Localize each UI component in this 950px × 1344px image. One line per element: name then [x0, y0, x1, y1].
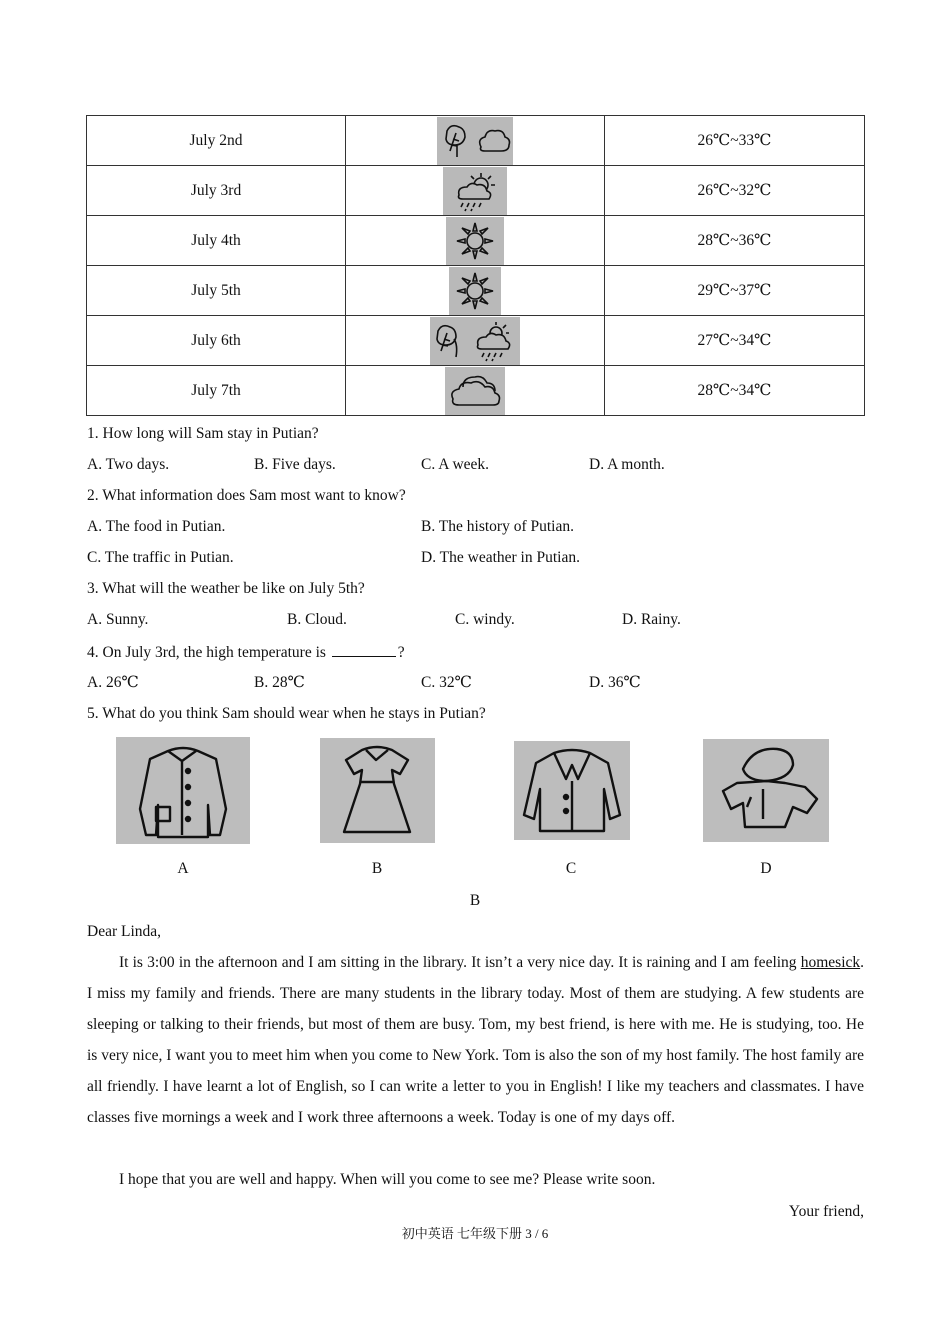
jacket-picture	[116, 737, 250, 844]
weather-forecast-table	[86, 115, 865, 416]
question-3: 3. What will the weather be like on July 5th?	[87, 580, 365, 597]
q1-option-b: B. Five days.	[254, 456, 336, 473]
underlined-word: homesick	[800, 954, 861, 971]
temperature-cell: 28℃~36℃	[605, 216, 865, 266]
sunny-icon	[446, 217, 504, 265]
weather-cell	[346, 316, 605, 366]
picture-label-c: C	[565, 860, 577, 877]
cloudy-icon	[445, 367, 505, 415]
weather-cell	[346, 366, 605, 416]
table-row	[87, 316, 865, 366]
table-row	[87, 366, 865, 416]
q2-option-a: A. The food in Putian.	[87, 518, 226, 535]
weather-cell	[346, 166, 605, 216]
q1-option-d: D. A month.	[589, 456, 665, 473]
date-cell: July 5th	[87, 266, 346, 316]
windy-cloudy-icon	[437, 117, 513, 165]
question-5: 5. What do you think Sam should wear when he stays in Putian?	[87, 705, 486, 722]
q4-option-a: A. 26℃	[87, 674, 139, 691]
q3-option-c: C. windy.	[455, 611, 515, 628]
temperature-cell: 26℃~33℃	[605, 116, 865, 166]
table-row	[87, 116, 865, 166]
weather-cell	[346, 116, 605, 166]
q2-option-d: D. The weather in Putian.	[421, 549, 580, 566]
section-heading: B	[469, 892, 481, 909]
temperature-cell: 26℃~32℃	[605, 166, 865, 216]
question-4-text: 4. On July 3rd, the high temperature is	[87, 644, 326, 661]
q3-option-b: B. Cloud.	[287, 611, 347, 628]
date-cell: July 6th	[87, 316, 346, 366]
q1-option-a: A. Two days.	[87, 456, 170, 473]
q3-option-a: A. Sunny.	[87, 611, 149, 628]
dress-picture	[320, 738, 435, 843]
q4-option-b: B. 28℃	[254, 674, 305, 691]
table-row	[87, 216, 865, 266]
letter-paragraph-2: I hope that you are well and happy. When will you come to see me? Please write soon.	[119, 1171, 656, 1188]
weather-cell	[346, 266, 605, 316]
q1-option-c: C. A week.	[421, 456, 490, 473]
question-4	[87, 642, 405, 662]
q2-option-c: C. The traffic in Putian.	[87, 549, 234, 566]
temperature-cell: 29℃~37℃	[605, 266, 865, 316]
q4-option-c: C. 32℃	[421, 674, 472, 691]
raincoat-picture	[703, 739, 829, 842]
picture-label-a: A	[177, 860, 189, 877]
letter-closing: Your friend,	[788, 1203, 864, 1220]
sun-rain-cloud-icon	[443, 167, 507, 215]
date-cell: July 2nd	[87, 116, 346, 166]
question-1: 1. How long will Sam stay in Putian?	[87, 425, 319, 442]
letter-greeting: Dear Linda,	[87, 923, 162, 940]
answer-blank	[332, 642, 396, 657]
date-cell: July 4th	[87, 216, 346, 266]
letter-text: . I miss my family and friends. There are many students in the library today. Most of them are studying. A few students are sleeping or talking to their friends, but most of them are busy. Tom, my best friend, is here with me. He is studying, too. He is very nice, I want you to meet him when you come to New York. Tom is also the son of my host family. The host family are all friendly. I have learnt a lot of English, so I can write a letter to you in English! I like my teachers and classmates. I have classes five mornings a week and I work three afternoons a week. Today is one of my days off.	[87, 954, 865, 1126]
sunny-icon	[449, 267, 501, 315]
q4-option-d: D. 36℃	[589, 674, 641, 691]
question-2: 2. What information does Sam most want to know?	[87, 487, 406, 504]
q2-option-b: B. The history of Putian.	[421, 518, 574, 535]
date-cell: July 7th	[87, 366, 346, 416]
letter-paragraph-1	[87, 947, 864, 1133]
question-4-mark: ?	[397, 644, 405, 661]
temperature-cell: 27℃~34℃	[605, 316, 865, 366]
page-footer: 初中英语 七年级下册 3 / 6	[401, 1226, 549, 1241]
q3-option-d: D. Rainy.	[622, 611, 681, 628]
temperature-cell: 28℃~34℃	[605, 366, 865, 416]
windy-showers-icon	[430, 317, 520, 365]
picture-label-b: B	[371, 860, 383, 877]
table-row	[87, 266, 865, 316]
picture-label-d: D	[760, 860, 772, 877]
weather-cell	[346, 216, 605, 266]
table-row	[87, 166, 865, 216]
coat-picture	[514, 741, 630, 840]
letter-text: It is 3:00 in the afternoon and I am sitting in the library. It isn’t a very nice day. It is raining and I am feeling	[119, 954, 797, 971]
date-cell: July 3rd	[87, 166, 346, 216]
